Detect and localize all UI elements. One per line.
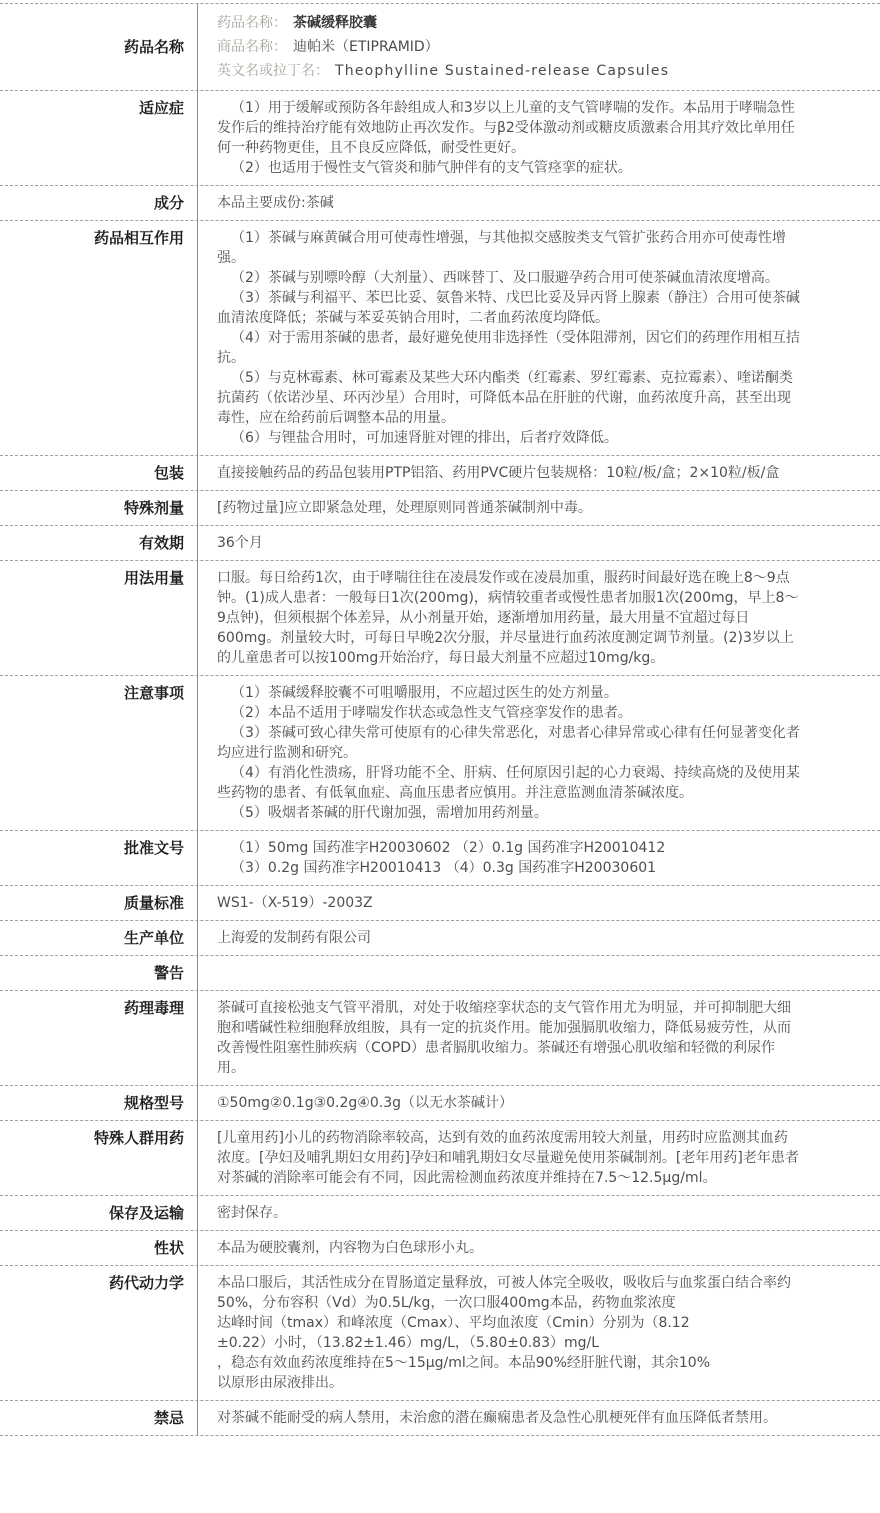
- paragraph: WS1-（X-519）-2003Z: [217, 895, 373, 911]
- table-row-contraindications: [0, 1400, 880, 1435]
- table-row-shelf-life: [0, 525, 880, 560]
- row-content-quality-standard: [198, 886, 880, 920]
- paragraph: 口服。每日给药1次，由于哮喘往往在凌晨发作或在凌晨加重，服药时间最好选在晚上8～9点钟。(1)成人患者：一般每日1次(200mg)，病情较重者或慢性患者加服1次(200mg，早上8～9点钟)，但须根据个体差异，从小剂量开始，逐渐增加用药量，最大用量不宜超过每日600mg。剂量较大时，可每日早晚2次分服，并尽量进行血药浓度测定调节剂量。(2)3岁以上的儿童患者可以按100mg开始治疗，每日最大剂量不应超过10mg/kg。: [217, 570, 799, 666]
- row-label-pharmacokinetics: 药代动力学: [0, 1266, 198, 1400]
- row-label-shelf-life: 有效期: [0, 526, 198, 560]
- row-content-storage-transport: [198, 1196, 880, 1230]
- row-label-manufacturer: 生产单位: [0, 921, 198, 955]
- paragraph: 36个月: [217, 535, 263, 551]
- table-row-drug-interactions: [0, 220, 880, 455]
- table-row-dosage-administration: [0, 560, 880, 675]
- field-value: 茶碱缓释胶囊: [293, 15, 377, 31]
- field-line: [217, 11, 800, 35]
- table-row-drug-name: [0, 3, 880, 90]
- row-label-storage-transport: 保存及运输: [0, 1196, 198, 1230]
- paragraph: （1）茶碱缓释胶囊不可咀嚼服用，不应超过医生的处方剂量。: [231, 685, 618, 701]
- paragraph: 本品口服后，其活性成分在胃肠道定量释放，可被人体完全吸收，吸收后与血浆蛋白结合率约50%，分布容积（Vd）为0.5L/kg，一次口服400mg本品，药物血浆浓度: [217, 1275, 791, 1311]
- paragraph: [儿童用药]小儿的药物消除率较高，达到有效的血药浓度需用较大剂量，用药时应监测其血药浓度。[孕妇及哺乳期妇女用药]孕妇和哺乳期妇女尽量避免使用茶碱制剂。[老年用药]老年患者对茶碱的消除率可能会有不同，因此需检测血药浓度并维持在7.5～12.5μg/ml。: [217, 1130, 799, 1186]
- row-label-special-populations: 特殊人群用药: [0, 1121, 198, 1195]
- table-row-description: [0, 1230, 880, 1265]
- paragraph: 以原形由尿液排出。: [217, 1375, 343, 1391]
- row-label-precautions: 注意事项: [0, 676, 198, 830]
- field-key: 商品名称：: [217, 39, 287, 55]
- paragraph: （6）与锂盐合用时，可加速肾脏对锂的排出，后者疗效降低。: [231, 430, 618, 446]
- paragraph: 茶碱可直接松弛支气管平滑肌，对处于收缩痉挛状态的支气管作用尤为明显，并可抑制肥大细胞和嗜碱性粒细胞释放组胺，具有一定的抗炎作用。能加强膈肌收缩力，降低易疲劳性，从而改善慢性阻塞性肺疾病（COPD）患者膈肌收缩力。茶碱还有增强心肌收缩和轻微的利尿作用。: [217, 1000, 791, 1076]
- paragraph: （4）对于需用茶碱的患者，最好避免使用非选择性（受体阻滞剂，因它们的药理作用相互拮抗。: [217, 330, 800, 366]
- paragraph: 本品为硬胶囊剂，内容物为白色球形小丸。: [217, 1240, 483, 1256]
- row-label-description: 性状: [0, 1231, 198, 1265]
- row-content-precautions: [198, 676, 880, 830]
- row-content-indications: [198, 91, 880, 185]
- table-row-pharmacology-toxicology: [0, 990, 880, 1085]
- paragraph: （3）0.2g 国药准字H20010413 （4）0.3g 国药准字H20030601: [231, 860, 657, 876]
- paragraph: （1）茶碱与麻黄碱合用可使毒性增强，与其他拟交感胺类支气管扩张药合用亦可使毒性增强。: [217, 230, 786, 266]
- paragraph: ①50mg②0.1g③0.2g④0.3g（以无水茶碱计）: [217, 1095, 513, 1111]
- table-row-special-dosage: [0, 490, 880, 525]
- table-row-precautions: [0, 675, 880, 830]
- row-label-composition: 成分: [0, 186, 198, 220]
- row-content-approval-number: [198, 831, 880, 885]
- row-content-special-populations: [198, 1121, 880, 1195]
- paragraph: （2）茶碱与别嘌呤醇（大剂量）、西咪替丁、及口服避孕药合用可使茶碱血清浓度增高。: [231, 270, 779, 286]
- drug-info-table: [0, 3, 880, 1436]
- paragraph: （3）茶碱可致心律失常可使原有的心律失常恶化，对患者心律异常或心律有任何显著变化者均应进行监测和研究。: [217, 725, 800, 761]
- paragraph: （4）有消化性溃疡，肝肾功能不全、肝病、任何原因引起的心力衰竭、持续高烧的及使用某些药物的患者、有低氧血症、高血压患者应慎用。并注意监测血清茶碱浓度。: [217, 765, 800, 801]
- row-content-description: [198, 1231, 880, 1265]
- paragraph: （5）吸烟者茶碱的肝代谢加强，需增加用药剂量。: [231, 805, 548, 821]
- row-content-drug-name: [198, 4, 880, 90]
- table-row-specifications: [0, 1085, 880, 1120]
- table-row-packaging: [0, 455, 880, 490]
- row-content-contraindications: [198, 1401, 880, 1435]
- paragraph: （3）茶碱与利福平、苯巴比妥、氨鲁米特、戊巴比妥及异丙肾上腺素（静注）合用可使茶碱血清浓度降低；茶碱与苯妥英钠合用时，二者血药浓度均降低。: [217, 290, 800, 326]
- row-label-approval-number: 批准文号: [0, 831, 198, 885]
- row-content-packaging: [198, 456, 880, 490]
- table-row-indications: [0, 90, 880, 185]
- paragraph: 上海爱的发制药有限公司: [217, 930, 371, 946]
- table-row-pharmacokinetics: [0, 1265, 880, 1400]
- paragraph: （1）50mg 国药准字H20030602 （2）0.1g 国药准字H20010412: [231, 840, 666, 856]
- paragraph: 本品主要成份:茶碱: [217, 195, 334, 211]
- row-label-packaging: 包装: [0, 456, 198, 490]
- field-key: 英文名或拉丁名：: [217, 63, 329, 79]
- paragraph: （1）用于缓解或预防各年龄组成人和3岁以上儿童的支气管哮喘的发作。本品用于哮喘急性发作后的维持治疗能有效地防止再次发作。与β2受体激动剂或糖皮质激素合用其疗效比单用任何一种药物更佳，且不良反应降低，耐受性更好。: [217, 100, 795, 156]
- paragraph: （2）也适用于慢性支气管炎和肺气肿伴有的支气管痉挛的症状。: [231, 160, 632, 176]
- paragraph: （5）与克林霉素、林可霉素及某些大环内酯类（红霉素、罗红霉素、克拉霉素）、喹诺酮类抗菌药（依诺沙星、环丙沙星）合用时，可降低本品在肝脏的代谢，血药浓度升高，甚至出现毒性，应在给药前后调整本品的用量。: [217, 370, 793, 426]
- table-row-warning: [0, 955, 880, 990]
- row-label-warning: 警告: [0, 956, 198, 990]
- row-label-indications: 适应症: [0, 91, 198, 185]
- row-label-dosage-administration: 用法用量: [0, 561, 198, 675]
- row-content-warning: [198, 956, 880, 990]
- field-value: Theophylline Sustained-release Capsules: [335, 63, 670, 79]
- field-line: [217, 59, 800, 83]
- table-row-manufacturer: [0, 920, 880, 955]
- row-label-specifications: 规格型号: [0, 1086, 198, 1120]
- paragraph: ，稳态有效血药浓度维持在5～15μg/ml之间。本品90%经肝脏代谢，其余10%: [217, 1355, 710, 1371]
- paragraph: [药物过量]应立即紧急处理，处理原则同普通茶碱制剂中毒。: [217, 500, 592, 516]
- paragraph: 达峰时间（tmax）和峰浓度（Cmax）、平均血浓度（Cmin）分别为（8.12: [217, 1315, 690, 1331]
- row-content-manufacturer: [198, 921, 880, 955]
- table-row-quality-standard: [0, 885, 880, 920]
- table-row-special-populations: [0, 1120, 880, 1195]
- table-row-approval-number: [0, 830, 880, 885]
- field-value: 迪帕米（ETIPRAMID）: [293, 39, 439, 55]
- paragraph: 直接接触药品的药品包装用PTP铝箔、药用PVC硬片包装规格：10粒/板/盒；2×10粒/板/盒: [217, 465, 780, 481]
- row-label-contraindications: 禁忌: [0, 1401, 198, 1435]
- table-row-composition: [0, 185, 880, 220]
- row-content-dosage-administration: [198, 561, 880, 675]
- row-content-shelf-life: [198, 526, 880, 560]
- row-label-drug-name: 药品名称: [0, 4, 198, 90]
- paragraph: 密封保存。: [217, 1205, 287, 1221]
- row-content-pharmacology-toxicology: [198, 991, 880, 1085]
- row-label-drug-interactions: 药品相互作用: [0, 221, 198, 455]
- row-content-composition: [198, 186, 880, 220]
- row-content-pharmacokinetics: [198, 1266, 880, 1400]
- paragraph: 对茶碱不能耐受的病人禁用，未治愈的潜在癫痫患者及急性心肌梗死伴有血压降低者禁用。: [217, 1410, 777, 1426]
- row-label-pharmacology-toxicology: 药理毒理: [0, 991, 198, 1085]
- paragraph: ±0.22）小时，（13.82±1.46）mg/L，（5.80±0.83）mg/L: [217, 1335, 600, 1351]
- field-key: 药品名称：: [217, 15, 287, 31]
- row-label-special-dosage: 特殊剂量: [0, 491, 198, 525]
- field-line: [217, 35, 800, 59]
- row-content-special-dosage: [198, 491, 880, 525]
- row-content-specifications: [198, 1086, 880, 1120]
- row-label-quality-standard: 质量标准: [0, 886, 198, 920]
- table-row-storage-transport: [0, 1195, 880, 1230]
- paragraph: （2）本品不适用于哮喘发作状态或急性支气管痉挛发作的患者。: [231, 705, 632, 721]
- row-content-drug-interactions: [198, 221, 880, 455]
